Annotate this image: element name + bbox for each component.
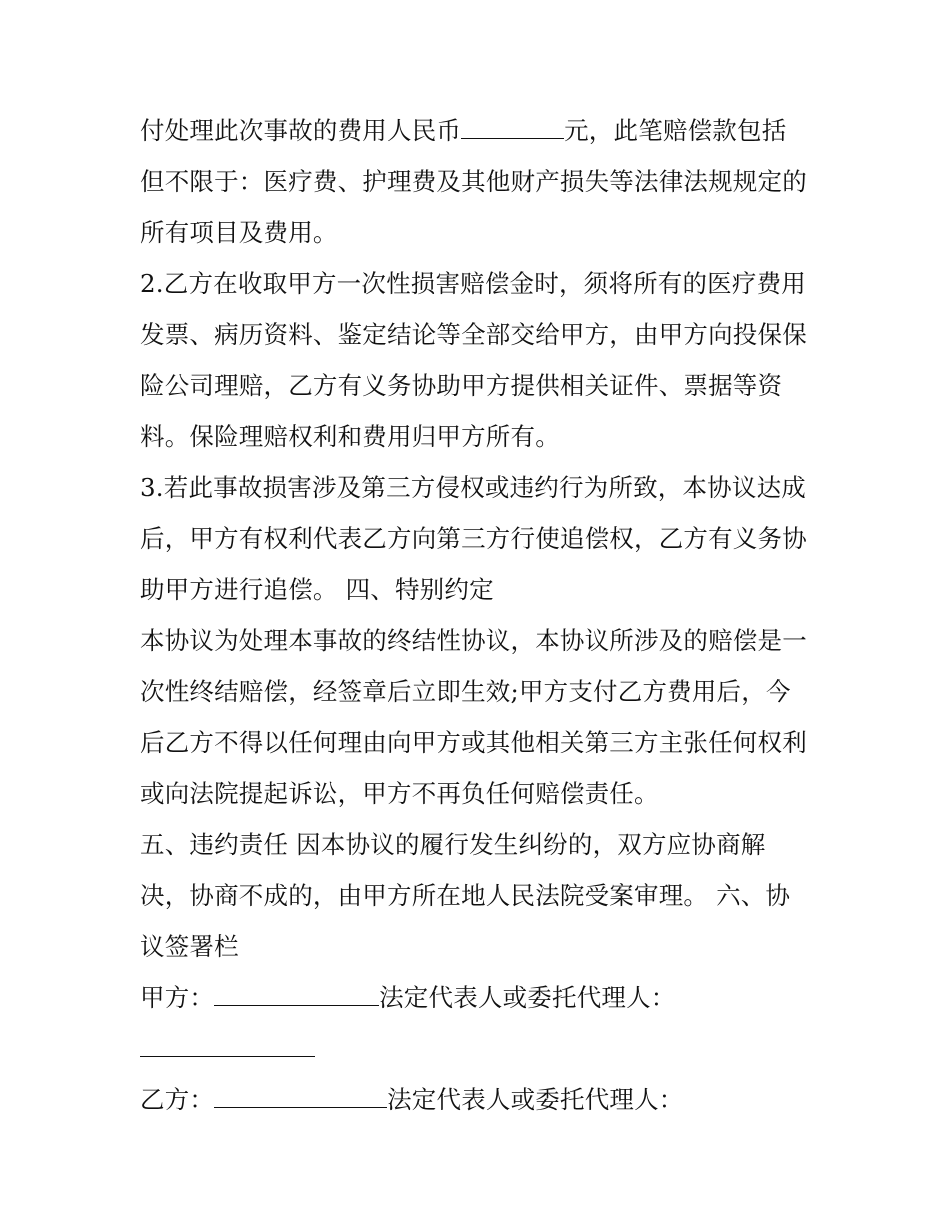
text-line: 决，协商不成的，由甲方所在地人民法院受案审理。 六、协 (140, 881, 791, 910)
party-b-label: 乙方： (140, 1085, 215, 1114)
text-line: 议签署栏 (140, 932, 239, 961)
line-text: 元，此笔赔偿款包括 (564, 116, 787, 145)
representative-label: 法定代表人或委托代理人： (379, 983, 676, 1012)
party-a-line (140, 982, 676, 1014)
party-b-blank (214, 1085, 387, 1108)
text-line: 五、违约责任 因本协议的履行发生纠纷的，双方应协商解 (140, 830, 766, 859)
party-b-line (140, 1084, 684, 1116)
text-line: 2.乙方在收取甲方一次性损害赔偿金时，须将所有的医疗费用 (140, 269, 806, 298)
text-line: 助甲方进行追偿。 四、特别约定 (140, 575, 494, 604)
representative-blank-line (140, 1033, 315, 1065)
representative-label: 法定代表人或委托代理人： (387, 1085, 684, 1114)
party-a-blank (214, 983, 379, 1006)
representative-blank (140, 1034, 315, 1057)
text-line: 险公司理赔，乙方有义务协助甲方提供相关证件、票据等资 (140, 371, 783, 400)
text-line: 次性终结赔偿，经签章后立即生效;甲方支付乙方费用后，今 (140, 677, 791, 706)
text-line: 3.若此事故损害涉及第三方侵权或违约行为所致，本协议达成 (140, 473, 806, 502)
line-text: 付处理此次事故的费用人民币 (140, 116, 462, 145)
text-line: 料。保险理赔权利和费用归甲方所有。 (140, 422, 560, 451)
text-line: 但不限于：医疗费、护理费及其他财产损失等法律法规规定的 (140, 167, 807, 196)
text-line (140, 115, 786, 147)
text-line: 后乙方不得以任何理由向甲方或其他相关第三方主张任何权利 (140, 728, 807, 757)
text-line: 所有项目及费用。 (140, 218, 338, 247)
text-line: 本协议为处理本事故的终结性协议，本协议所涉及的赔偿是一 (140, 626, 807, 655)
text-line: 发票、病历资料、鉴定结论等全部交给甲方，由甲方向投保保 (140, 320, 807, 349)
amount-blank (461, 116, 564, 139)
text-line: 或向法院提起诉讼，甲方不再负任何赔偿责任。 (140, 779, 659, 808)
party-a-label: 甲方： (140, 983, 215, 1012)
text-line: 后，甲方有权利代表乙方向第三方行使追偿权，乙方有义务协 (140, 524, 807, 553)
